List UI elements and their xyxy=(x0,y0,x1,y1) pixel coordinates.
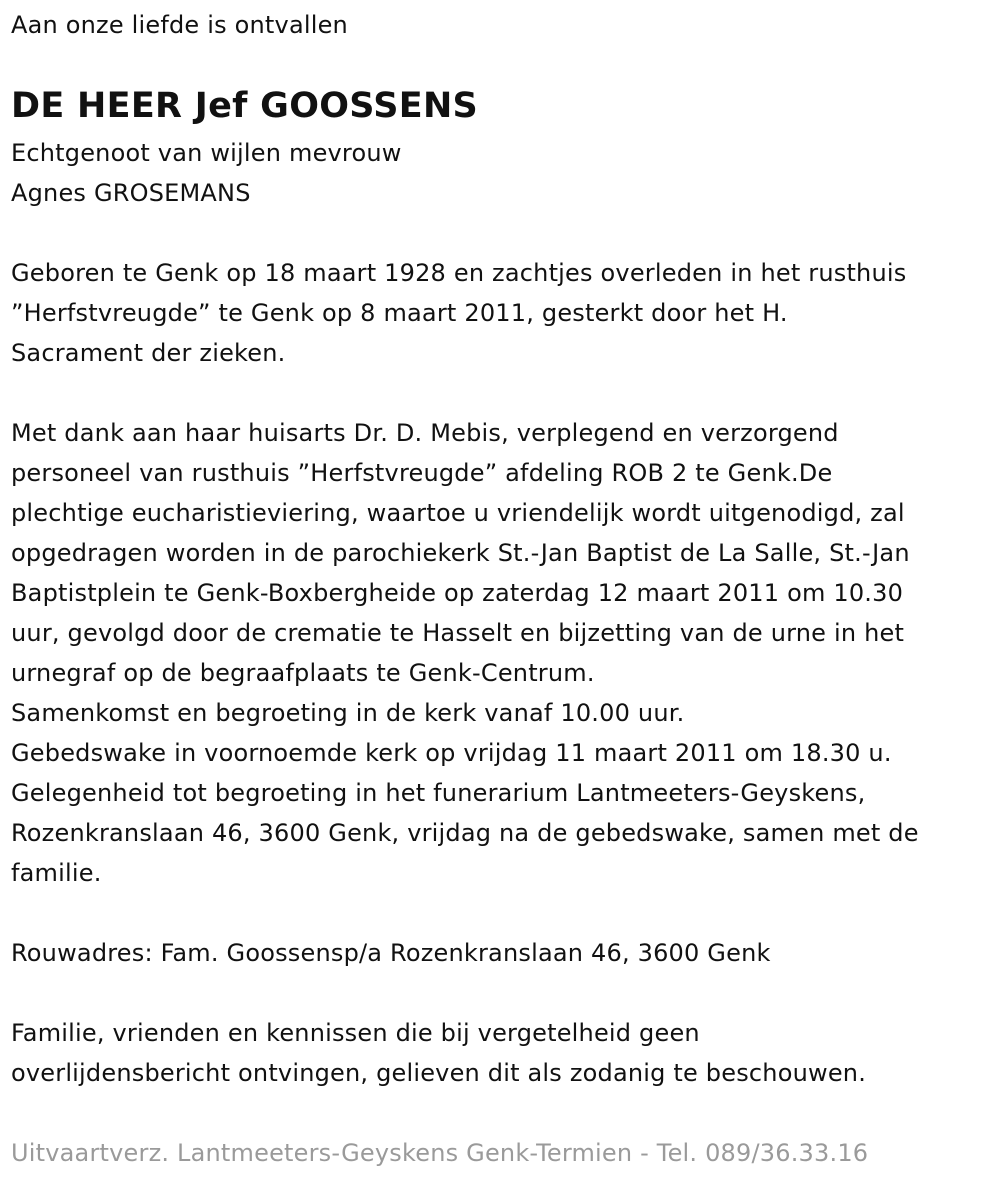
funeral-director-footer: Uitvaartverz. Lantmeeters-Geyskens Genk-Termien - Tel. 089/36.33.16 xyxy=(11,1139,869,1167)
paragraph-line: overlijdensbericht ontvingen, gelieven dit als zodanig te beschouwen. xyxy=(11,1059,867,1087)
paragraph-line: Gelegenheid tot begroeting in het funerarium Lantmeeters-Geyskens, xyxy=(11,779,866,807)
paragraph-line: Sacrament der zieken. xyxy=(11,339,286,367)
paragraph-line: familie. xyxy=(11,859,102,887)
family-note-paragraph xyxy=(11,1013,866,1093)
birth-death-paragraph xyxy=(11,253,906,373)
thanks-and-ceremony-paragraph xyxy=(11,413,919,893)
spouse-block xyxy=(11,133,402,213)
paragraph-line: plechtige eucharistieviering, waartoe u vriendelijk wordt uitgenodigd, zal xyxy=(11,499,905,527)
spouse-line: Agnes GROSEMANS xyxy=(11,179,251,207)
paragraph-line: Geboren te Genk op 18 maart 1928 en zachtjes overleden in het rusthuis xyxy=(11,259,907,287)
deceased-name: DE HEER Jef GOOSSENS xyxy=(11,86,479,126)
paragraph-line: opgedragen worden in de parochiekerk St.-Jan Baptist de La Salle, St.-Jan xyxy=(11,539,910,567)
paragraph-line: Samenkomst en begroeting in de kerk vanaf 10.00 uur. xyxy=(11,699,685,727)
address-line: Rouwadres: Fam. Goossensp/a Rozenkranslaan 46, 3600 Genk xyxy=(11,939,771,967)
spouse-line: Echtgenoot van wijlen mevrouw xyxy=(11,139,402,167)
paragraph-line: ”Herfstvreugde” te Genk op 8 maart 2011, gesterkt door het H. xyxy=(11,299,788,327)
paragraph-line: Rozenkranslaan 46, 3600 Genk, vrijdag na de gebedswake, samen met de xyxy=(11,819,919,847)
paragraph-line: Met dank aan haar huisarts Dr. D. Mebis, verplegend en verzorgend xyxy=(11,419,839,447)
mourning-address xyxy=(11,933,771,973)
paragraph-line: urnegraf op de begraafplaats te Genk-Centrum. xyxy=(11,659,595,687)
paragraph-line: Familie, vrienden en kennissen die bij vergetelheid geen xyxy=(11,1019,700,1047)
paragraph-line: uur, gevolgd door de crematie te Hasselt en bijzetting van de urne in het xyxy=(11,619,905,647)
paragraph-line: personeel van rusthuis ”Herfstvreugde” afdeling ROB 2 te Genk.De xyxy=(11,459,833,487)
paragraph-line: Gebedswake in voornoemde kerk op vrijdag 11 maart 2011 om 18.30 u. xyxy=(11,739,892,767)
paragraph-line: Baptistplein te Genk-Boxbergheide op zaterdag 12 maart 2011 om 10.30 xyxy=(11,579,904,607)
intro-text: Aan onze liefde is ontvallen xyxy=(11,11,348,39)
